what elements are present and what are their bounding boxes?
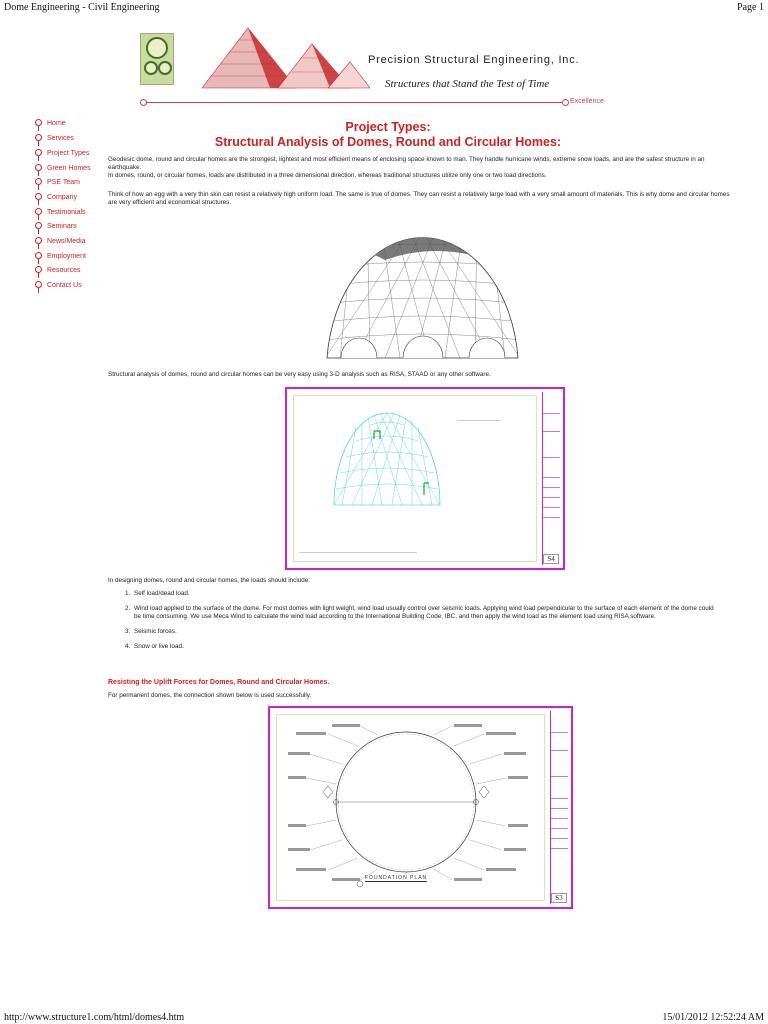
page-subtitle: Structural Analysis of Domes, Round and Circular Homes: [214,135,562,149]
nav-item-green-homes[interactable]: Green Homes [35,163,91,175]
intro-paragraph: Geodesic dome, round and circular homes are the strongest, lightest and most efficient means of enclosing space known to man. They handle hurricane winds, extreme snow loads, and are the safest structure in an earthquake. [108,156,705,171]
dome-analysis-drawing[interactable] [285,387,565,570]
print-footer-datetime: 15/01/2012 12:52:24 AM [662,1012,764,1023]
list-item: 3. Seismic forces. [132,628,720,636]
drawing-note [457,403,501,421]
page-title: Project Types: [345,120,431,134]
loads-intro: In designing domes, round and circular homes, the loads should include: [108,577,310,584]
print-footer-url: http://www.structure1.com/html/domes4.htm [4,1012,185,1023]
bullet-icon [35,252,42,259]
nav-item-contact-us[interactable]: Contact Us [35,280,82,292]
badge-icon [144,61,158,75]
bullet-icon [35,149,42,156]
egg-analogy-paragraph: Think of how an egg with a very thin skin can resist a relatively high uniform load. The same is true of domes. They can resist a relatively large load with a very small amount of materials. This is why dome and circular homes are very efficient and economical structures. [108,191,730,206]
bullet-icon [35,134,42,141]
nav-item-resources[interactable]: Resources [35,265,80,277]
nav-item-services[interactable]: Services [35,133,74,145]
bullet-icon [35,237,42,244]
tagline: Structures that Stand the Test of Time [385,78,550,90]
sheet-number: S3 [551,893,567,903]
foundation-ring-icon [288,720,528,892]
nav-item-pse-team[interactable]: PSE Team [35,177,80,189]
nav-item-home[interactable]: Home [35,118,66,130]
bullet-icon [35,281,42,288]
wireframe-dome-icon [332,409,442,509]
nav-item-news-media[interactable]: News/Media [35,236,86,248]
bullet-icon [35,266,42,273]
software-paragraph: Structural analysis of domes, round and circular homes can be very easy using 3-D analysis such as RISA, STAAD or any other software. [108,371,491,378]
title-block [550,711,568,904]
nav-item-project-types[interactable]: Project Types [35,148,89,160]
banner-divider [146,102,562,103]
bullet-icon [35,178,42,185]
sheet-number: S4 [543,554,559,564]
list-item: 2. Wind load applied to the surface of the dome. For most domes with light weight, wind load usually control over seismic loads. Applying wind load perpendicular to the surface of each element of the dome could be time consuming. We use Meca Wind to calculate the wind load according to the International Building Code, IBC, and then apply the wind load as the element load using RISA software. [132,605,720,621]
bullet-icon [35,222,42,229]
nav-item-company[interactable]: Company [35,192,77,204]
print-header-title: Dome Engineering - Civil Engineering [4,2,160,13]
drawing-note [299,539,417,553]
bullet-icon [35,119,42,126]
nav-item-testimonials[interactable]: Testimonials [35,207,86,219]
print-header-page: Page 1 [737,2,764,13]
list-item: 4. Snow or live load. [132,643,720,651]
foundation-plan-drawing[interactable] [268,706,573,909]
uplift-heading: Resisting the Uplift Forces for Domes, Round and Circular Homes. [108,679,330,686]
drawing-caption: FOUNDATION PLAN [365,875,428,881]
company-logo[interactable] [140,33,174,85]
bullet-icon [35,208,42,215]
bullet-icon [35,193,42,200]
geodesic-dome-image [325,212,520,360]
excellence-label: Excellence [570,98,604,105]
bullet-icon [35,164,42,171]
title-block [542,392,560,565]
badge-icon [158,61,172,75]
rule-dot-icon [562,99,569,106]
nav-item-seminars[interactable]: Seminars [35,221,77,233]
list-item: 1. Self load/dead load. [132,590,720,598]
company-name: Precision Structural Engineering, Inc. [368,54,580,66]
nav-item-employment[interactable]: Employment [35,251,86,263]
uplift-text: For permanent domes, the connection shown below is used successfully. [108,692,312,699]
loads-list [120,590,720,658]
seal-icon [146,37,168,59]
pyramids-icon [200,22,370,92]
load-direction-paragraph: In domes, round, or circular homes, loads are distributed in a three dimensional direction, whereas traditional structures utilize only one or two load directions. [108,172,547,179]
